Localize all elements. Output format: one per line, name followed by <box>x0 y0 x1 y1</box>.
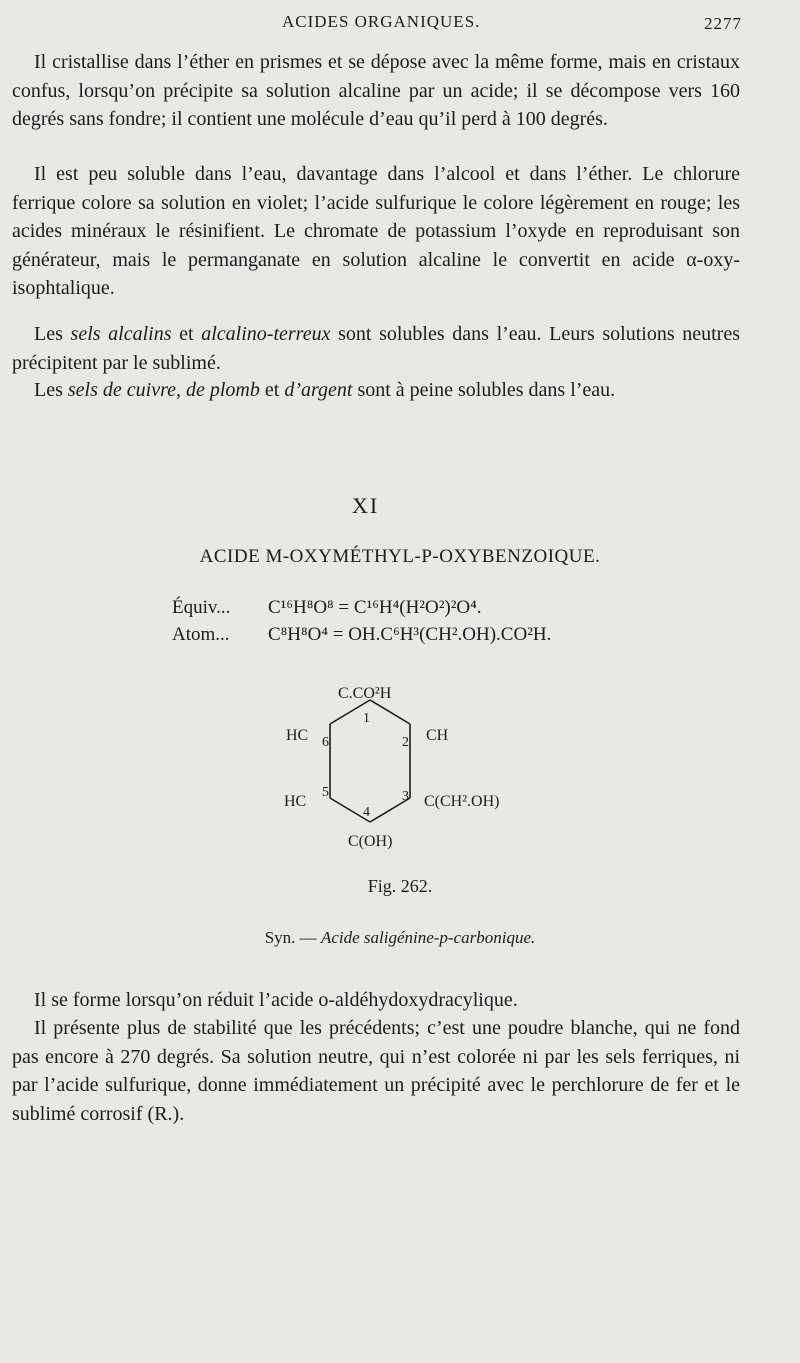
right-lower-group: C(CH².OH) <box>424 793 500 810</box>
position-number: 5 <box>322 785 329 800</box>
formula-equiv <box>172 597 482 619</box>
right-upper-group: CH <box>426 727 449 744</box>
position-number: 6 <box>322 735 329 750</box>
paragraph-alkaline-salts <box>12 320 740 377</box>
position-number: 2 <box>402 735 409 750</box>
position-number: 4 <box>363 805 370 820</box>
paragraph-metal-salts <box>12 376 740 405</box>
emphasis-text: alcalino-terreux <box>201 323 331 345</box>
left-lower-group: HC <box>284 793 307 810</box>
running-title: ACIDES ORGANIQUES. <box>282 12 481 31</box>
synonym-line <box>0 928 800 948</box>
running-header <box>0 10 800 38</box>
paragraph-crystallization: Il cristallise dans l’éther en prismes et se dépose avec la même forme, mais en cristaux confus, lorsqu’on précipite sa solution alcaline par un acide; il se décompose vers 160 degrés sans fondre; il contient une molécule d’eau qu’il perd à 100 degrés. <box>12 51 740 131</box>
synonym-value: Acide saligénine-p-carbonique. <box>320 928 536 947</box>
ring-bond <box>370 700 410 724</box>
formula-atom <box>172 624 551 646</box>
paragraph-solubility: Il est peu soluble dans l’eau, davantage dans l’alcool et dans l’éther. Le chlorure ferrique colore sa solution en violet; l’acide sulfurique le colore légèrement en rouge; les acides minéraux le résinifient. Le chromate de potassium l’oxyde en reproduisant son générateur, mais le permanganate en solution alcaline le convertit en acide α-oxy-isophtalique. <box>12 163 740 300</box>
text-run: Les <box>34 323 71 345</box>
position-number: 3 <box>402 789 409 804</box>
text-run: sont solubles dans l’eau. Leurs solutions neutres précipitent par le sublimé. <box>12 323 740 374</box>
paragraph-stability: Il présente plus de stabilité que les précédents; c’est une poudre blanche, qui ne fond pas encore à 270 degrés. Sa solution neutre, qui n’est colorée ni par les sels ferriques, ni par l’acide sulfurique, donne immédiatement un précipité avec le perchlorure de fer et le sublimé corrosif (R.). <box>12 1017 740 1125</box>
text-run: et <box>171 323 202 345</box>
text-run: et <box>259 379 285 401</box>
page-number: 2277 <box>704 14 742 33</box>
text-run: sont à peine solubles dans l’eau. <box>352 379 616 401</box>
position-number: 1 <box>363 711 370 726</box>
emphasis-text: sels alcalins <box>70 323 172 345</box>
formula-label: Équiv... <box>172 597 231 618</box>
benzene-ring-diagram <box>270 670 550 860</box>
synonym-label: Syn. — <box>264 928 317 947</box>
bottom-substituent: C(OH) <box>348 833 393 850</box>
formula-label: Atom... <box>172 624 230 645</box>
top-substituent: C.CO²H <box>338 685 392 702</box>
formula-value: C¹⁶H⁸O⁸ = C¹⁶H⁴(H²O²)²O⁴. <box>268 597 482 618</box>
figure-caption: Fig. 262. <box>367 876 433 896</box>
paragraph-formation: Il se forme lorsqu’on réduit l’acide o-aldéhydoxydracylique. <box>34 989 518 1011</box>
emphasis-text: d’argent <box>284 379 353 401</box>
section-title: ACIDE M-OXYMÉTHYL-P-OXYBENZOIQUE. <box>199 546 601 567</box>
left-upper-group: HC <box>286 727 309 744</box>
section-number: XI <box>352 493 380 518</box>
text-run: Les <box>34 379 68 401</box>
formula-value: C⁸H⁸O⁴ = OH.C⁶H³(CH².OH).CO²H. <box>268 624 552 645</box>
emphasis-text: sels de cuivre, de plomb <box>67 379 260 401</box>
